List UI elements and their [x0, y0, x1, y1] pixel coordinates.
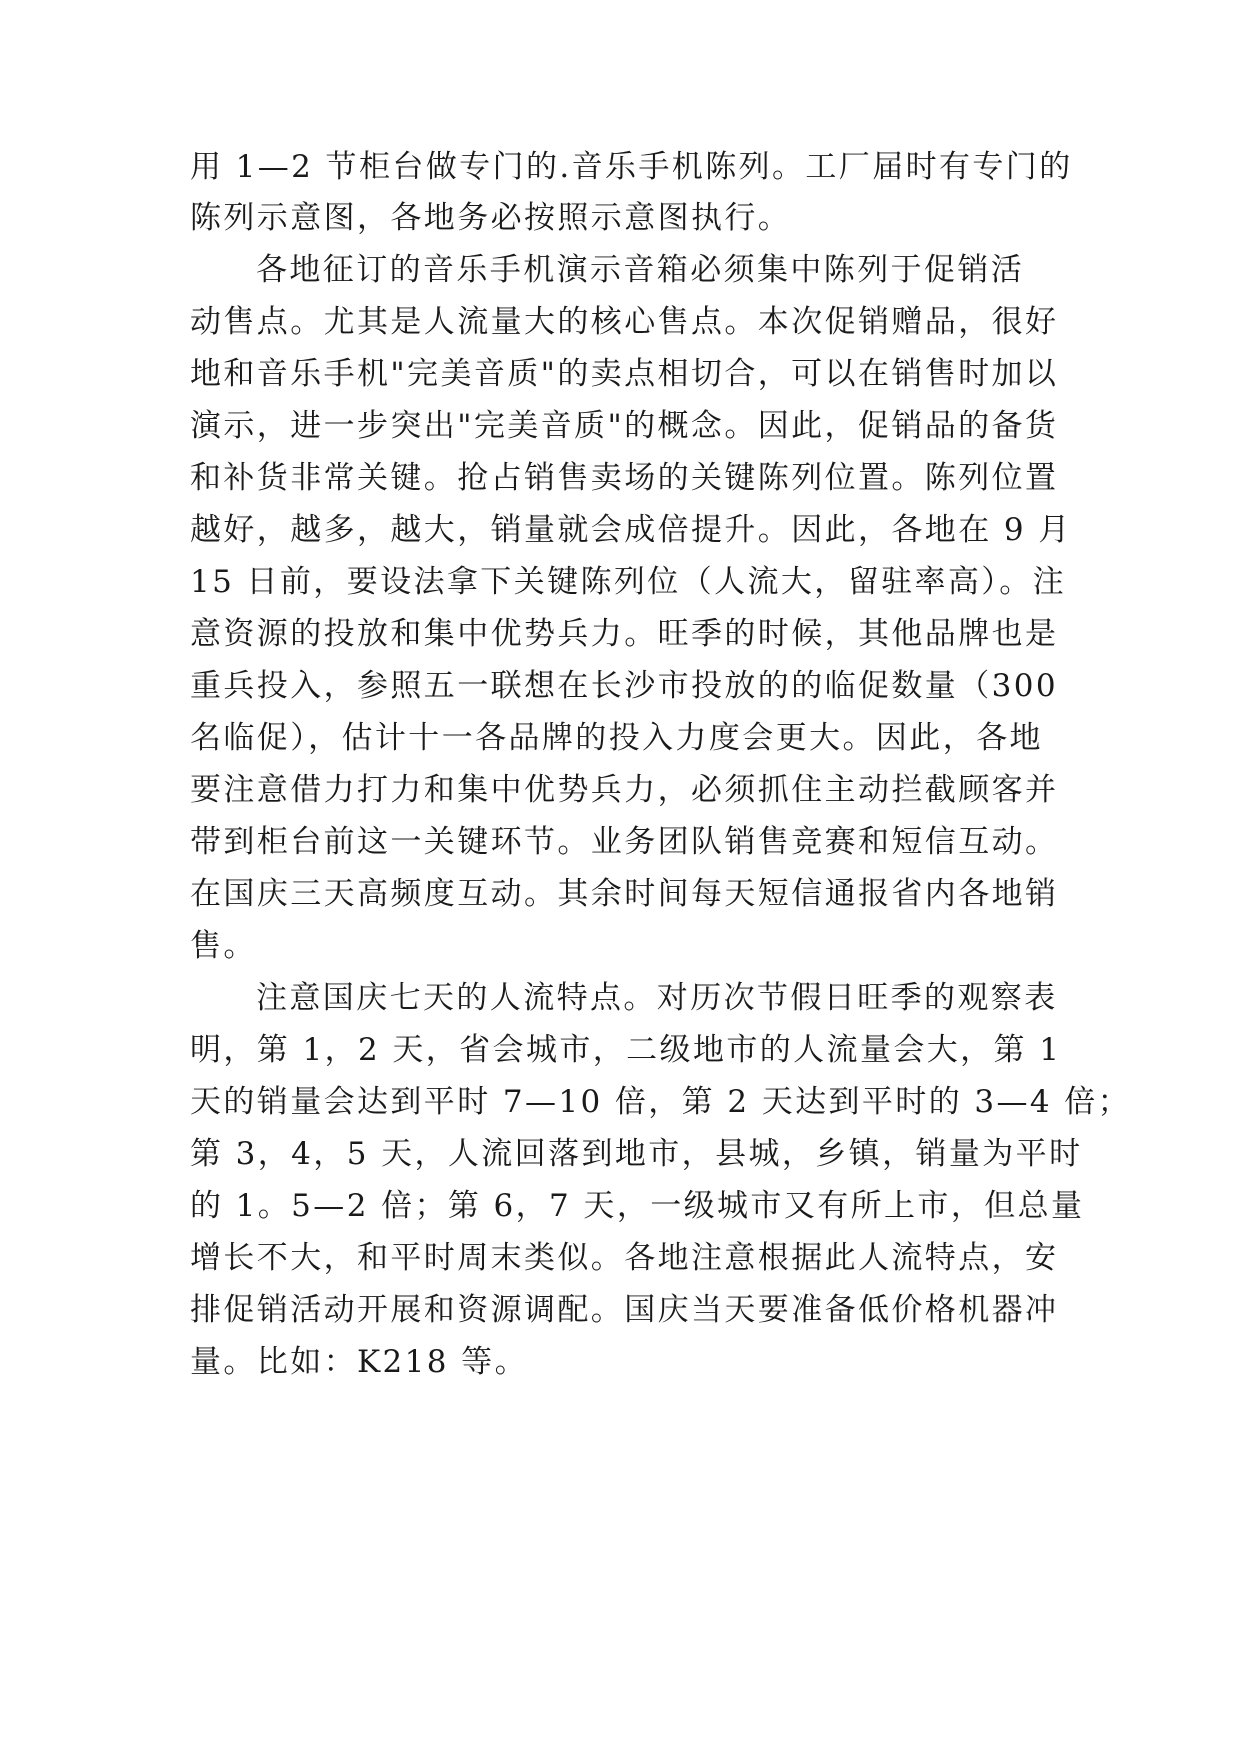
paragraph-1-line-2: 陈列示意图，各地务必按照示意图执行。	[190, 200, 792, 236]
paragraph-2-line-8: 意资源的投放和集中优势兵力。旺季的时候，其他品牌也是	[190, 616, 1059, 652]
paragraph-2-line-3: 地和音乐手机"完美音质"的卖点相切合，可以在销售时加以	[190, 356, 1059, 392]
paragraph-2-line-11: 要注意借力打力和集中优势兵力，必须抓住主动拦截顾客并	[190, 772, 1059, 808]
paragraph-2-line-9: 重兵投入，参照五一联想在长沙市投放的的临促数量（300	[190, 668, 1058, 704]
paragraph-2-line-10: 名临促），估计十一各品牌的投入力度会更大。因此，各地	[190, 720, 1043, 756]
paragraph-2-line-2: 动售点。尤其是人流量大的核心售点。本次促销赠品，很好	[190, 304, 1059, 340]
paragraph-3-line-4: 第 3，4，5 天，人流回落到地市，县城，乡镇，销量为平时	[190, 1136, 1083, 1172]
paragraph-2-line-13: 在国庆三天高频度互动。其余时间每天短信通报省内各地销	[190, 876, 1059, 912]
paragraph-3-line-3: 天的销量会达到平时 7—10 倍，第 2 天达到平时的 3—4 倍；	[190, 1084, 1132, 1120]
paragraph-3-line-5: 的 1。5—2 倍；第 6，7 天，一级城市又有所上市，但总量	[190, 1188, 1085, 1224]
paragraph-3-line-6: 增长不大，和平时周末类似。各地注意根据此人流特点，安	[190, 1240, 1059, 1276]
paragraph-2-line-5: 和补货非常关键。抢占销售卖场的关键陈列位置。陈列位置	[190, 460, 1059, 496]
paragraph-1-line-1: 用 1—2 节柜台做专门的.音乐手机陈列。工厂届时有专门的	[190, 149, 1073, 185]
paragraph-3-line-8: 量。比如：K218 等。	[190, 1344, 528, 1380]
paragraph-2-line-6: 越好，越多，越大，销量就会成倍提升。因此，各地在 9 月	[190, 512, 1072, 548]
paragraph-3-line-7: 排促销活动开展和资源调配。国庆当天要准备低价格机器冲	[190, 1292, 1059, 1328]
paragraph-2-line-1: 各地征订的音乐手机演示音箱必须集中陈列于促销活	[256, 252, 1025, 288]
paragraph-2-line-4: 演示，进一步突出"完美音质"的概念。因此，促销品的备货	[190, 408, 1059, 444]
paragraph-3-line-1: 注意国庆七天的人流特点。对历次节假日旺季的观察表	[256, 980, 1058, 1016]
paragraph-3-line-2: 明，第 1，2 天，省会城市，二级地市的人流量会大，第 1	[190, 1032, 1062, 1068]
paragraph-2-line-14: 售。	[190, 928, 257, 964]
paragraph-2-line-12: 带到柜台前这一关键环节。业务团队销售竞赛和短信互动。	[190, 824, 1059, 860]
paragraph-2-line-7: 15 日前，要设法拿下关键陈列位（人流大，留驻率高）。注	[190, 564, 1066, 600]
